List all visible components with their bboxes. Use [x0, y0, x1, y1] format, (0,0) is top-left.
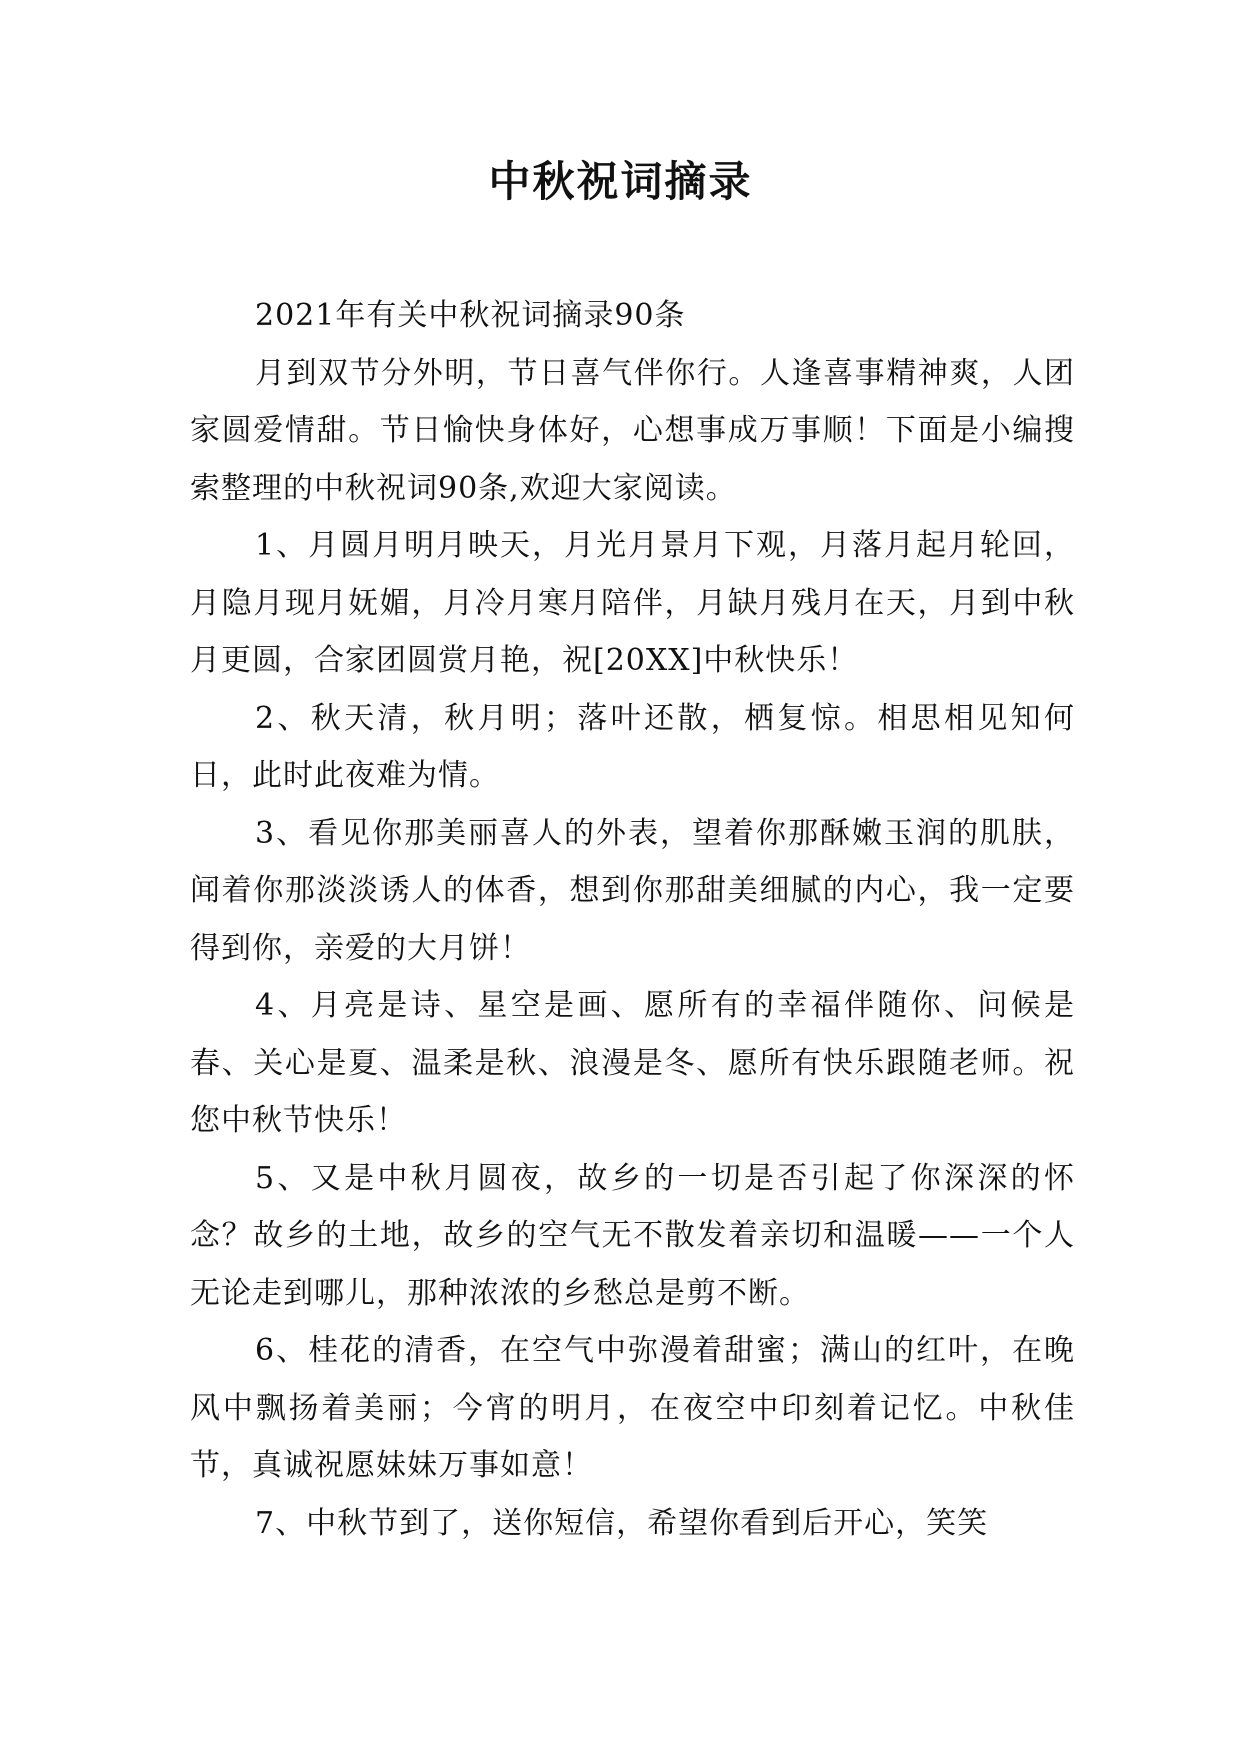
paragraph-item-2: 2、秋天清，秋月明；落叶还散，栖复惊。相思相见知何日，此时此夜难为情。	[190, 700, 1075, 793]
paragraph-item-6: 6、桂花的清香，在空气中弥漫着甜蜜；满山的红叶，在晚风中飘扬着美丽；今宵的明月，在夜空中印刻着记忆。中秋佳节，真诚祝愿妹妹万事如意！	[190, 1333, 1075, 1483]
paragraph-subtitle: 2021年有关中秋祝词摘录90条	[255, 298, 686, 333]
paragraph-item-5: 5、又是中秋月圆夜，故乡的一切是否引起了你深深的怀念？故乡的土地，故乡的空气无不散发着亲切和温暖——一个人无论走到哪儿，那种浓浓的乡愁总是剪不断。	[190, 1160, 1075, 1311]
paragraph-intro: 月到双节分外明，节日喜气伴你行。人逢喜事精神爽，人团家圆爱情甜。节日愉快身体好，心想事成万事顺！下面是小编搜索整理的中秋祝词90条,欢迎大家阅读。	[190, 355, 1075, 506]
paragraph-item-4: 4、月亮是诗、星空是画、愿所有的幸福伴随你、问候是春、关心是夏、温柔是秋、浪漫是冬、愿所有快乐跟随老师。祝您中秋节快乐！	[190, 988, 1075, 1138]
document-body	[190, 287, 1075, 1552]
document-title: 中秋祝词摘录	[488, 157, 753, 206]
paragraph-item-1: 1、月圆月明月映天，月光月景月下观，月落月起月轮回，月隐月现月妩媚，月冷月寒月陪伴，月缺月残月在天，月到中秋月更圆，合家团圆赏月艳，祝[20XX]中秋快乐！	[190, 528, 1075, 678]
paragraph-item-3: 3、看见你那美丽喜人的外表，望着你那酥嫩玉润的肌肤，闻着你那淡淡诱人的体香，想到你那甜美细腻的内心，我一定要得到你，亲爱的大月饼！	[190, 815, 1075, 966]
paragraph-item-7: 7、中秋节到了，送你短信，希望你看到后开心，笑笑	[255, 1505, 989, 1541]
